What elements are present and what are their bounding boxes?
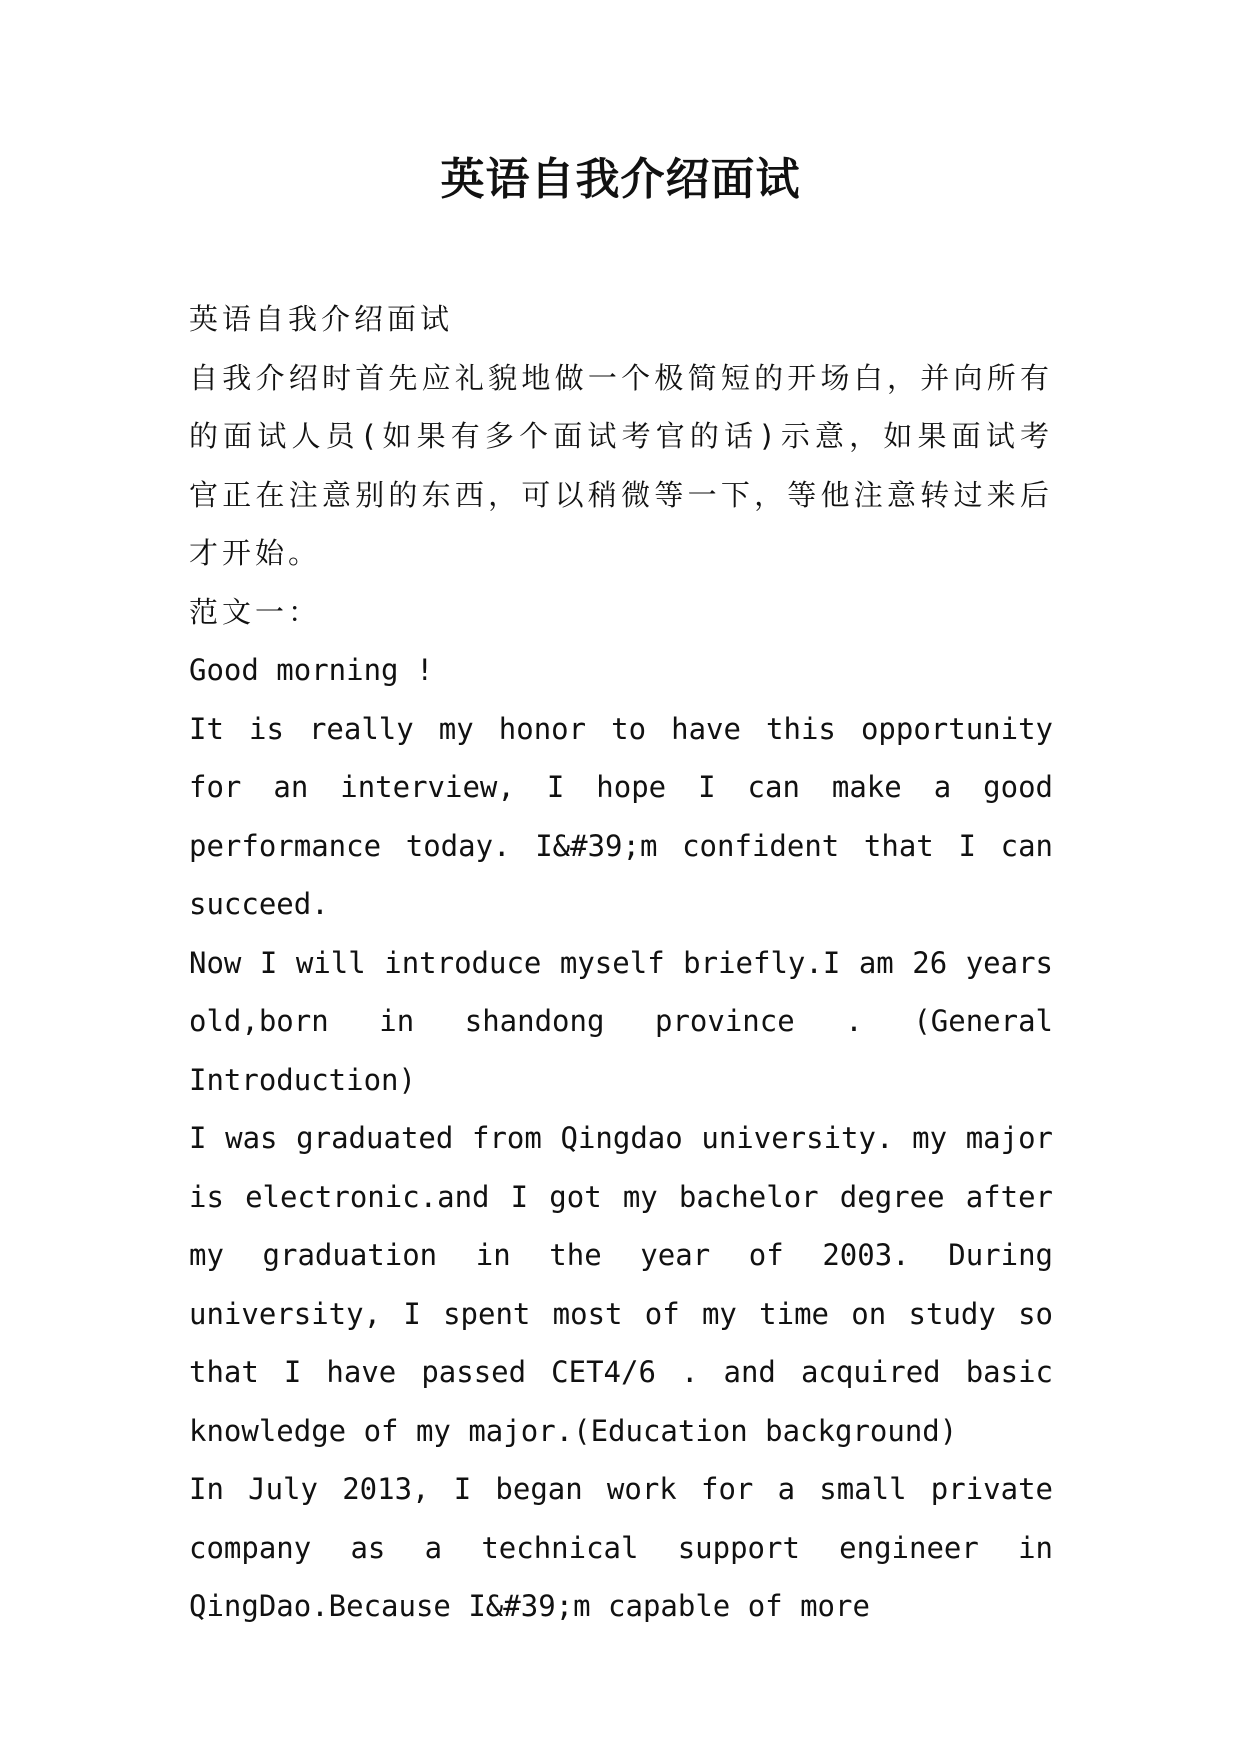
general-introduction-paragraph: Now I will introduce myself briefly.I am 26 years old,born in shandong province . (General Introduction)	[189, 945, 1053, 1097]
body-heading: 英语自我介绍面试	[189, 302, 454, 336]
document-title: 英语自我介绍面试	[440, 154, 801, 205]
document-body	[189, 290, 1053, 1636]
sample-label: 范文一：	[189, 594, 322, 629]
intro-paragraph: 自我介绍时首先应礼貌地做一个极简短的开场白，并向所有的面试人员(如果有多个面试考官的话)示意，如果面试考官正在注意别的东西，可以稍微等一下，等他注意转过来后才开始。	[189, 360, 1053, 570]
greeting-paragraph: Good morning !	[189, 653, 434, 687]
honor-paragraph: It is really my honor to have this opportunity for an interview, I hope I can make a good performance today. I&#39;m confident that I can succeed.	[189, 711, 1053, 921]
education-paragraph: I was graduated from Qingdao university. my major is electronic.and I got my bachelor degree after my graduation in the year of 2003. During university, I spent most of my time on study so that I have passed CET4/6 . and acquired basic knowledge of my major.(Education background)	[189, 1121, 1053, 1448]
work-experience-paragraph: In July 2013, I began work for a small private company as a technical support engineer in QingDao.Because I&#39;m capable of more	[189, 1472, 1053, 1623]
